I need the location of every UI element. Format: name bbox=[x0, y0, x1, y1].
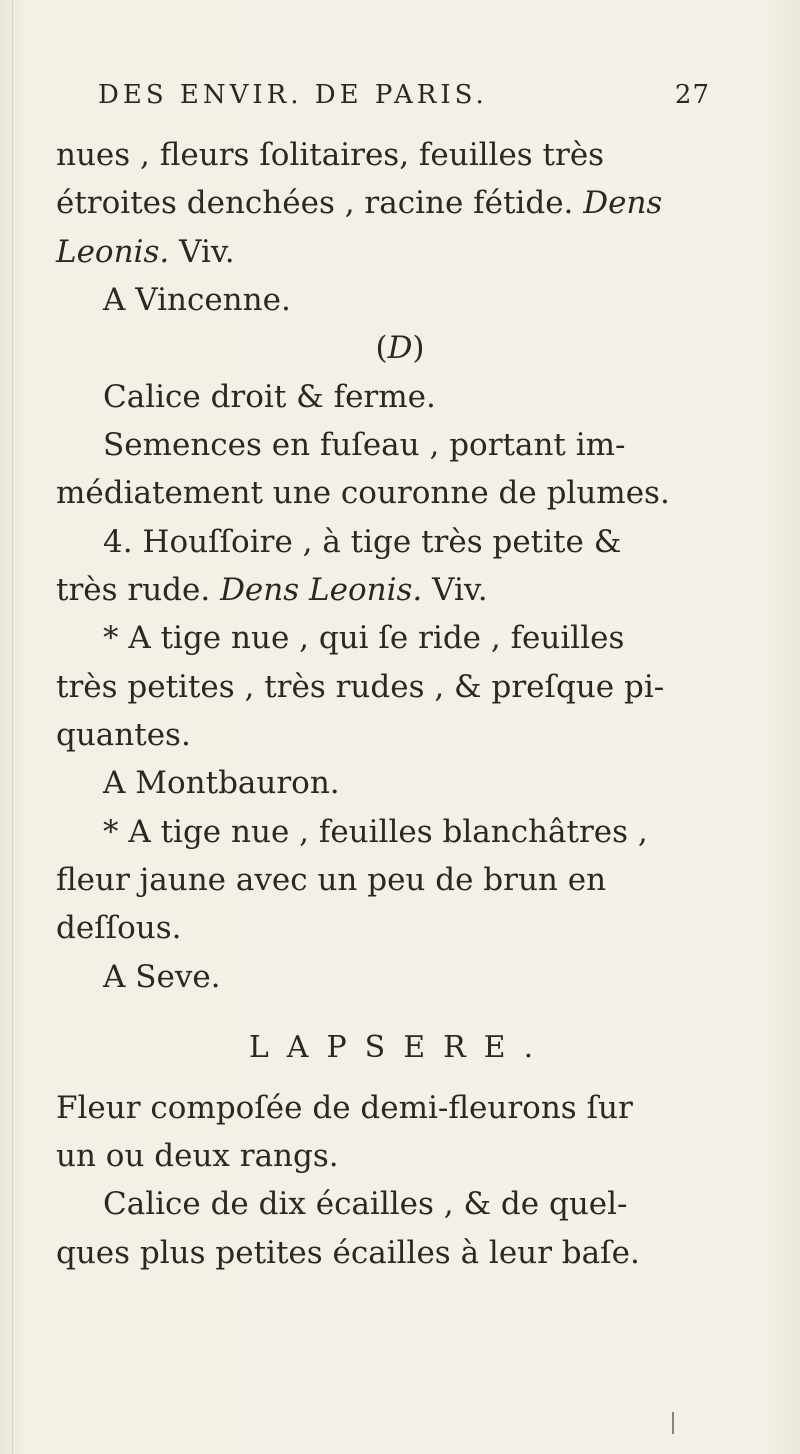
page-number: 27 bbox=[674, 80, 710, 110]
text-fragment: très rude. bbox=[56, 572, 211, 608]
text-line: * A tige nue , qui ſe ride , feuilles bbox=[103, 620, 625, 656]
latin-name: Dens Leonis. bbox=[220, 572, 423, 608]
text-line bbox=[56, 567, 696, 613]
page-gutter bbox=[0, 0, 13, 1454]
page-header bbox=[98, 80, 710, 124]
latin-name: Leonis. bbox=[56, 234, 170, 270]
text-line: 4. Houſſoire , à tige très petite & bbox=[103, 524, 622, 560]
text-fragment: étroites denchées , racine fétide. bbox=[56, 185, 574, 221]
text-line: fleur jaune avec un peu de brun en bbox=[56, 862, 607, 898]
text-line: Semences en fuſeau , portant im- bbox=[103, 427, 626, 463]
pencil-mark bbox=[672, 1412, 674, 1434]
text-line bbox=[56, 180, 696, 226]
running-title: DES ENVIR. DE PARIS. bbox=[98, 80, 488, 110]
latin-name: Dens bbox=[583, 185, 663, 221]
text-line: deſſous. bbox=[56, 910, 182, 946]
text-line: nues , fleurs ſolitaires, feuilles très bbox=[56, 137, 605, 173]
text-line bbox=[56, 229, 696, 275]
text-line: A Montbauron. bbox=[103, 765, 340, 801]
section-marker bbox=[0, 325, 800, 371]
text-line: Calice droit & ferme. bbox=[103, 379, 436, 415]
text-line: médiatement une couronne de plumes. bbox=[56, 475, 670, 511]
text-line: Fleur compoſée de demi-fleurons ſur bbox=[56, 1090, 633, 1126]
text-line: Calice de dix écailles , & de quel- bbox=[103, 1186, 628, 1222]
section-letter: D bbox=[387, 330, 413, 366]
section-heading: LAPSERE. bbox=[248, 1030, 552, 1065]
text-fragment: Viv. bbox=[179, 234, 235, 270]
text-line: un ou deux rangs. bbox=[56, 1138, 339, 1174]
text-line: quantes. bbox=[56, 717, 191, 753]
section-marker-text: (D) bbox=[375, 330, 425, 366]
text-line: ques plus petites écailles à leur baſe. bbox=[56, 1235, 640, 1271]
text-line: A Seve. bbox=[103, 959, 221, 995]
text-line: très petites , très rudes , & preſque pi- bbox=[56, 669, 665, 705]
text-line: * A tige nue , feuilles blanchâtres , bbox=[103, 814, 648, 850]
text-fragment: Viv. bbox=[432, 572, 488, 608]
text-line: A Vincenne. bbox=[103, 282, 291, 318]
